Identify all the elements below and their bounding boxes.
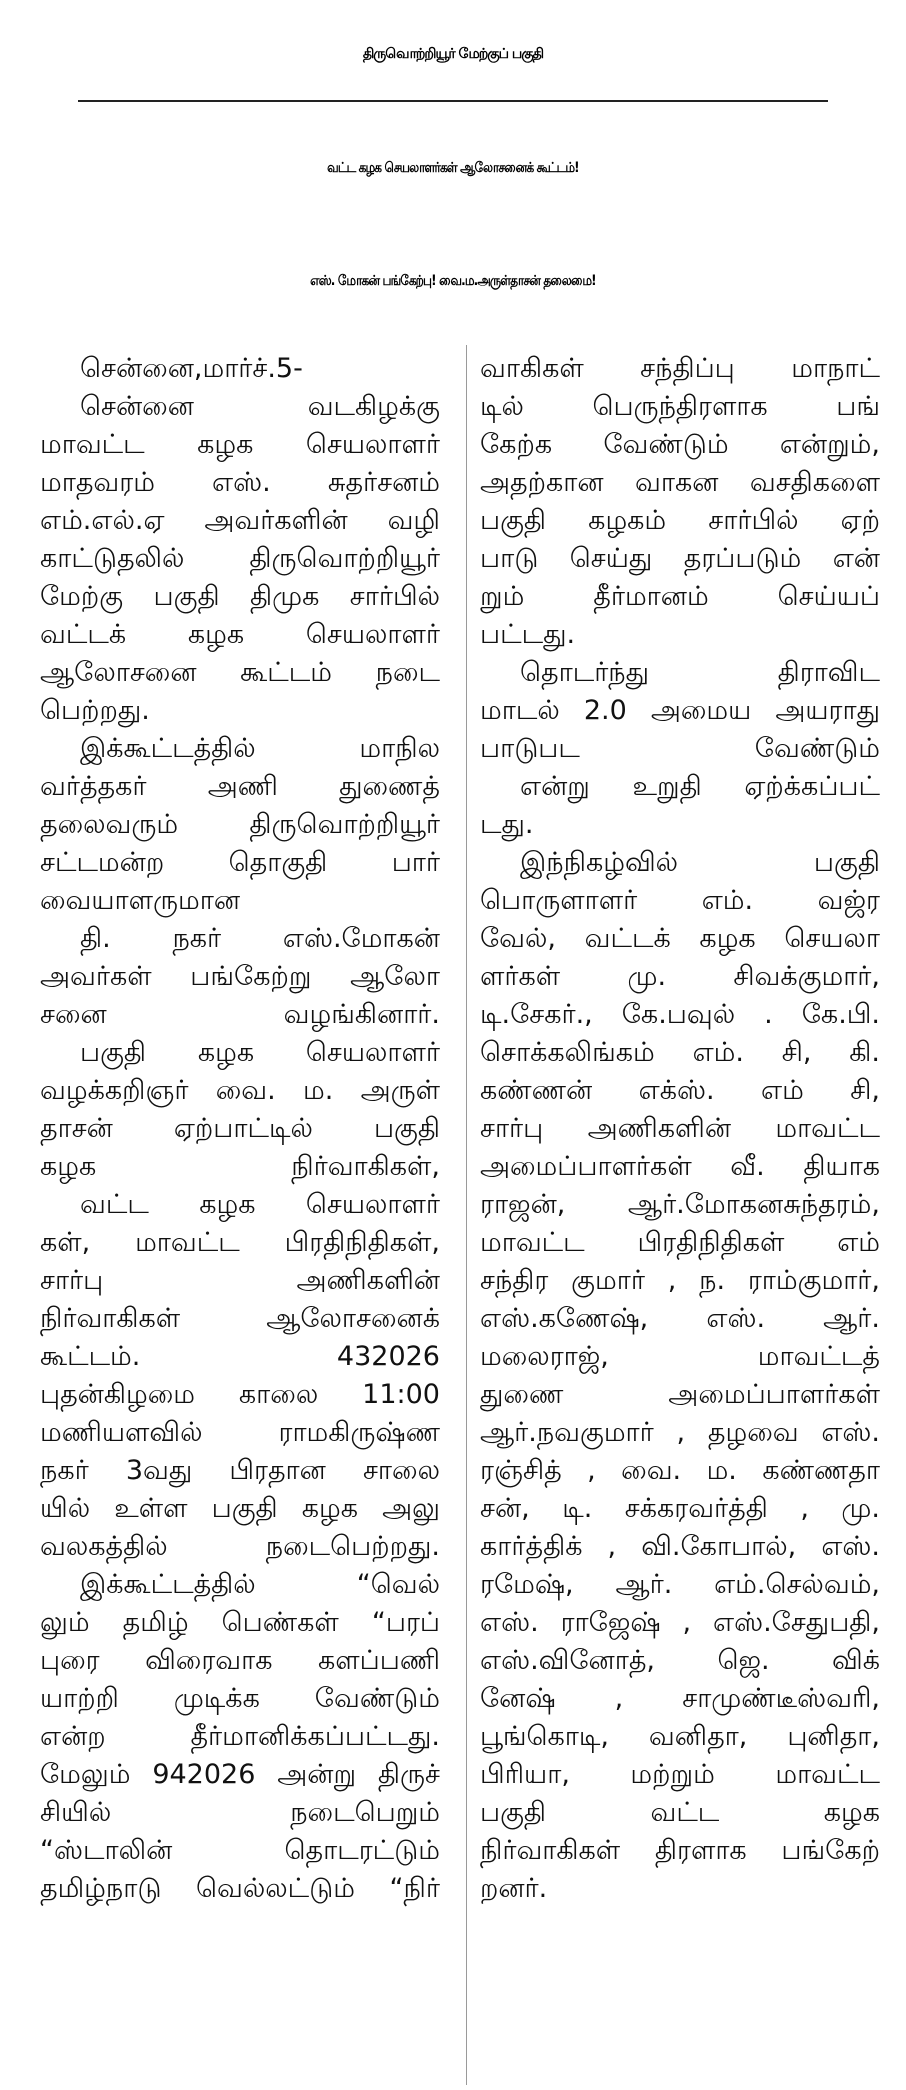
article-line: இக்கூட்டத்தில் “வெல் [80, 1569, 440, 1600]
article-line: ரஞ்சித் , வை. ம. கண்ணதா [480, 1455, 880, 1486]
article-line: மணியளவில் ராமகிருஷ்ண [40, 1417, 440, 1448]
article-line: சார்பு அணிகளின் [40, 1265, 440, 1296]
article-line: சனை வழங்கினார். [40, 999, 440, 1030]
article-line: பாடுபட வேண்டும் [480, 733, 880, 764]
article-line: என்று உறுதி ஏற்க்கப்பட் [520, 771, 880, 802]
article-line: நிர்வாகிகள் திரளாக பங்கேற் [480, 1835, 880, 1866]
headline-subtitle: எஸ். மோகன் பங்கேற்பு! வை.ம.அருள்தாசன் தலைமை! [310, 273, 596, 289]
article-line: சியில் நடைபெறும் [40, 1797, 440, 1828]
article-line: பகுதி கழகம் சார்பில் ஏற் [480, 505, 880, 536]
article-line: வர்த்தகர் அணி துணைத் [40, 771, 440, 802]
column-divider [466, 345, 467, 2085]
article-line: டில் பெருந்திரளாக பங் [480, 391, 880, 422]
article-line: இந்நிகழ்வில் பகுதி [520, 847, 880, 878]
headline-title: வட்ட கழக செயலாளர்கள் ஆலோசனைக் கூட்டம்! [327, 160, 579, 176]
article-line: சொக்கலிங்கம் எம். சி, கி. [480, 1037, 880, 1068]
headline-kicker: திருவொற்றியூர் மேற்குப் பகுதி [362, 46, 544, 62]
article-line: பெற்றது. [40, 695, 150, 726]
article-line: அதற்கான வாகன வசதிகளை [480, 467, 880, 498]
article-line: மேலும் 942026 அன்று திருச் [40, 1759, 440, 1790]
article-line: சட்டமன்ற தொகுதி பார் [40, 847, 440, 878]
article-line: ராஜன், ஆர்.மோகனசுந்தரம், [480, 1189, 880, 1220]
article-left-column [40, 350, 440, 1908]
article-right-column [480, 350, 880, 1908]
article-line: தொடர்ந்து திராவிட [520, 657, 880, 688]
article-line: றனர். [480, 1873, 548, 1904]
article-line: துணை அமைப்பாளர்கள் [480, 1379, 880, 1410]
article-line: வட்ட கழக செயலாளர் [80, 1189, 440, 1220]
article-line: ஆர்.நவகுமார் , தழவை எஸ். [480, 1417, 880, 1448]
article-line: புதன்கிழமை காலை 11:00 [40, 1379, 440, 1410]
article-line: அவர்கள் பங்கேற்று ஆலோ [40, 961, 440, 992]
article-line: கள், மாவட்ட பிரதிநிதிகள், [40, 1227, 440, 1258]
article-line: எஸ்.வினோத், ஜெ. விக் [480, 1645, 880, 1676]
article-line: மலைராஜ், மாவட்டத் [480, 1341, 880, 1372]
article-line: ரமேஷ், ஆர். எம்.செல்வம், [480, 1569, 880, 1600]
article-line: வழக்கறிஞர் வை. ம. அருள் [40, 1075, 440, 1106]
article-line: சென்னை வடகிழக்கு [80, 391, 440, 422]
article-line: சார்பு அணிகளின் மாவட்ட [480, 1113, 880, 1144]
article-line: தி. நகர் எஸ்.மோகன் [80, 923, 440, 954]
article-line: பகுதி கழக செயலாளர் [80, 1037, 440, 1068]
article-line: மேற்கு பகுதி திமுக சார்பில் [40, 581, 440, 612]
article-line: சென்னை,மார்ச்.5- [80, 353, 303, 384]
article-line: நகர் 3வது பிரதான சாலை [40, 1455, 440, 1486]
article-line: சந்திர குமார் , ந. ராம்குமார், [480, 1265, 880, 1296]
article-line: மாவட்ட பிரதிநிதிகள் எம் [480, 1227, 880, 1258]
article-line: பாடு செய்து தரப்படும் என் [480, 543, 880, 574]
article-line: யாற்றி முடிக்க வேண்டும் [40, 1683, 440, 1714]
article-line: னேஷ் , சாமுண்டீஸ்வரி, [480, 1683, 880, 1714]
article-line: “ஸ்டாலின் தொடரட்டும் [40, 1835, 440, 1866]
article-line: கண்ணன் எக்ஸ். எம் சி, [480, 1075, 880, 1106]
article-line: பட்டது. [480, 619, 576, 650]
article-line: தாசன் ஏற்பாட்டில் பகுதி [40, 1113, 440, 1144]
article-line: கேற்க வேண்டும் என்றும், [480, 429, 880, 460]
article-line: வையாளருமான [40, 885, 241, 916]
article-line: எஸ். ராஜேஷ் , எஸ்.சேதுபதி, [480, 1607, 880, 1638]
article-line: புரை விரைவாக களப்பணி [40, 1645, 440, 1676]
article-line: வட்டக் கழக செயலாளர் [40, 619, 440, 650]
article-line: மாதவரம் எஸ். சுதர்சனம் [40, 467, 440, 498]
article-line: டி.சேகர்., கே.பவுல் . கே.பி. [480, 999, 880, 1030]
article-line: வேல், வட்டக் கழக செயலா [480, 923, 880, 954]
article-line: இக்கூட்டத்தில் மாநில [80, 733, 440, 764]
article-line: எம்.எல்.ஏ அவர்களின் வழி [40, 505, 440, 536]
article-line: கழக நிர்வாகிகள், [40, 1151, 440, 1182]
article-line: காட்டுதலில் திருவொற்றியூர் [40, 543, 440, 574]
article-line: டது. [480, 809, 534, 840]
article-line: லும் தமிழ் பெண்கள் “பரப் [40, 1607, 440, 1638]
article-line: மாவட்ட கழக செயலாளர் [40, 429, 440, 460]
article-line: நிர்வாகிகள் ஆலோசனைக் [40, 1303, 440, 1334]
article-line: பொருளாளர் எம். வஜ்ர [480, 885, 880, 916]
article-line: தமிழ்நாடு வெல்லட்டும் “நிர் [40, 1873, 440, 1904]
article-line: தலைவரும் திருவொற்றியூர் [40, 809, 440, 840]
article-line: பூங்கொடி, வனிதா, புனிதா, [480, 1721, 880, 1752]
article-line: வாகிகள் சந்திப்பு மாநாட் [480, 353, 880, 384]
article-line: றும் தீர்மானம் செய்யப் [480, 581, 880, 612]
headline-rule [78, 100, 828, 102]
article-line: பிரியா, மற்றும் மாவட்ட [480, 1759, 880, 1790]
article-line: ஆலோசனை கூட்டம் நடை [40, 657, 440, 688]
article-line: மாடல் 2.0 அமைய அயராது [480, 695, 880, 726]
article-line: என்ற தீர்மானிக்கப்பட்டது. [40, 1721, 440, 1752]
article-line: அமைப்பாளர்கள் வீ. தியாக [480, 1151, 880, 1182]
article-line: சன், டி. சக்கரவர்த்தி , மு. [480, 1493, 880, 1524]
article-line: கூட்டம். 432026 [40, 1341, 440, 1372]
article-line: ளர்கள் மு. சிவக்குமார், [480, 961, 880, 992]
article-line: எஸ்.கணேஷ், எஸ். ஆர். [480, 1303, 880, 1334]
article-line: கார்த்திக் , வி.கோபால், எஸ். [480, 1531, 880, 1562]
article-line: வலகத்தில் நடைபெற்றது. [40, 1531, 440, 1562]
article-line: யில் உள்ள பகுதி கழக அலு [40, 1493, 440, 1524]
article-line: பகுதி வட்ட கழக [480, 1797, 880, 1828]
